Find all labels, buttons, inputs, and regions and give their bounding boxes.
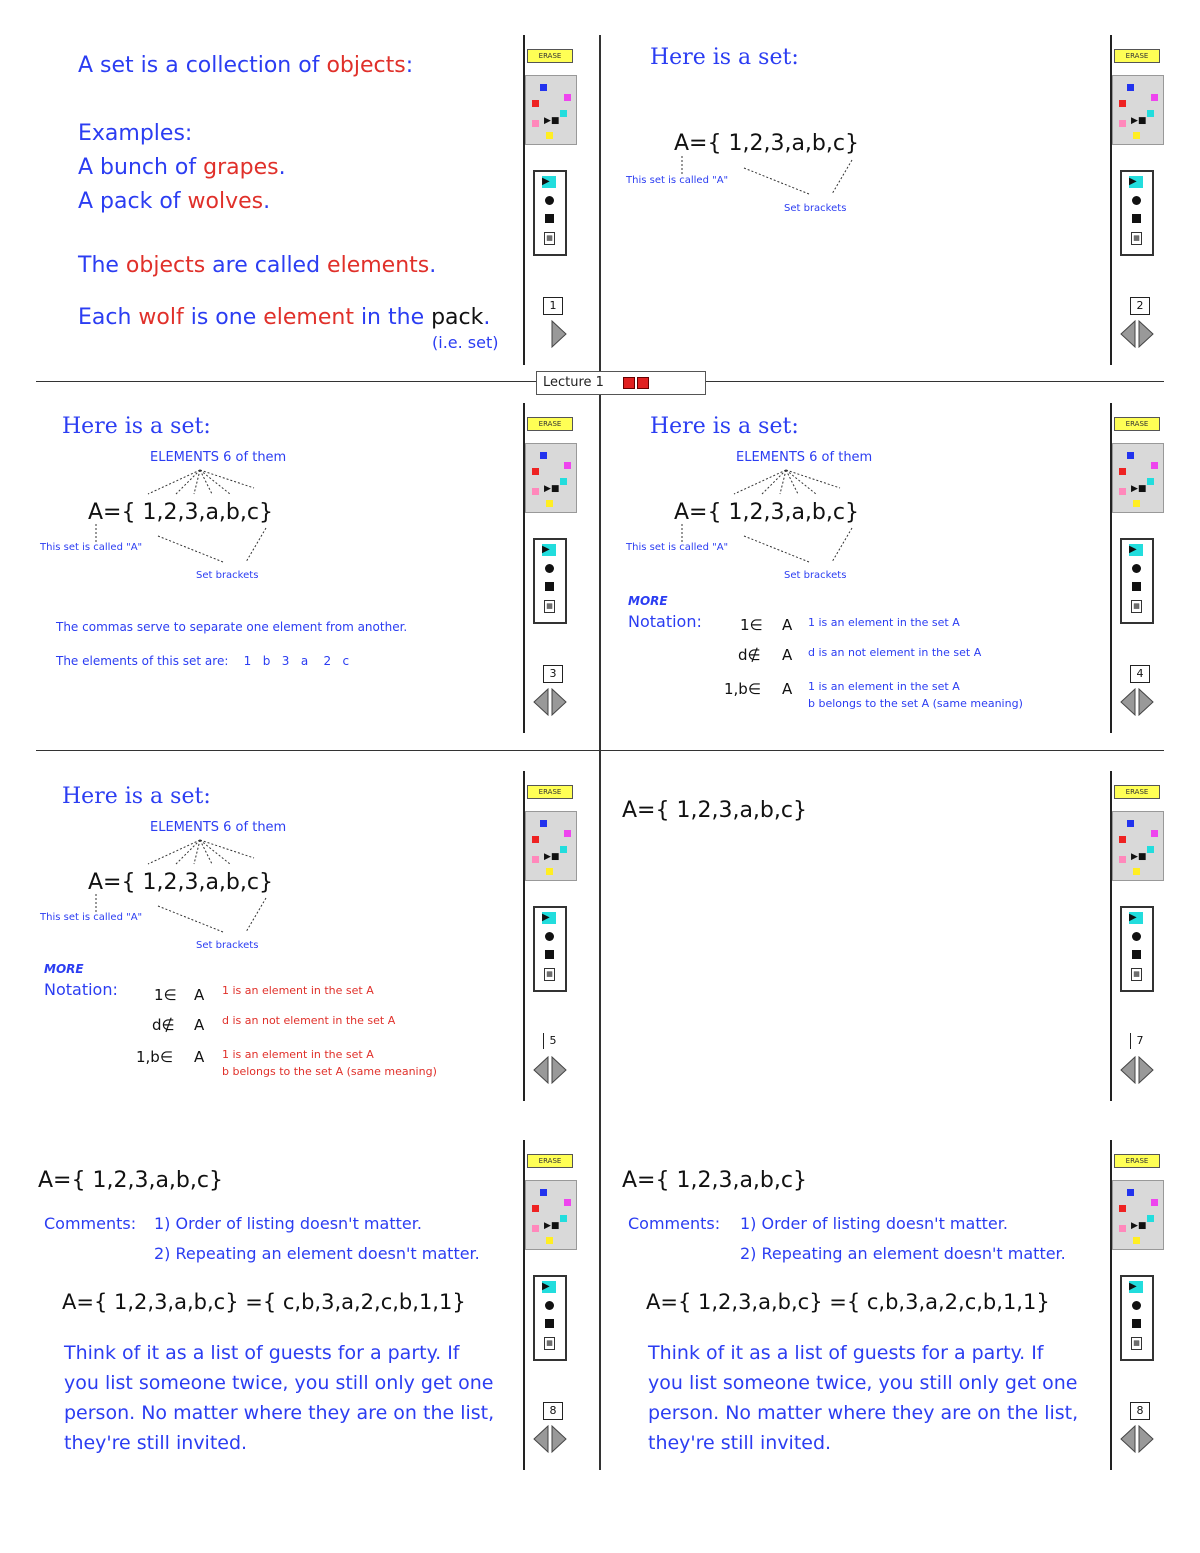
color-blue[interactable] bbox=[1127, 1189, 1134, 1196]
row-divider-1-right bbox=[704, 381, 1164, 382]
comment-2: 2) Repeating an element doesn't matter. bbox=[154, 1244, 480, 1263]
color-yellow[interactable] bbox=[1133, 868, 1140, 875]
notation-label: Notation: bbox=[628, 612, 702, 631]
notation-2-set: A bbox=[194, 1016, 205, 1034]
prev-next-arrows-icon[interactable] bbox=[1119, 1055, 1155, 1085]
example-grapes bbox=[78, 155, 286, 180]
tools-panel bbox=[533, 170, 567, 256]
color-red[interactable] bbox=[1119, 836, 1126, 843]
color-cyan[interactable] bbox=[560, 478, 567, 485]
color-blue[interactable] bbox=[540, 452, 547, 459]
page-number: 8 bbox=[1130, 1402, 1150, 1420]
notation-3-desc-1: 1 is an element in the set A bbox=[222, 1048, 374, 1061]
page-icon[interactable]: ▦ bbox=[1131, 1337, 1142, 1350]
pointer-icon[interactable]: ▶■ bbox=[544, 852, 560, 862]
prev-next-arrows-icon[interactable] bbox=[532, 687, 568, 717]
set-expression: A={ 1,2,3,a,b,c} bbox=[674, 131, 859, 156]
toolbar-slide-3 bbox=[523, 403, 575, 733]
circle-icon[interactable] bbox=[545, 564, 554, 573]
color-pink[interactable] bbox=[1119, 856, 1126, 863]
bracket-pointers bbox=[674, 150, 974, 230]
party-line-1: Think of it as a list of guests for a party. If bbox=[64, 1342, 460, 1364]
notation-2-left: d∉ bbox=[152, 1016, 175, 1034]
slide-1 bbox=[36, 35, 596, 375]
notation-2-left: d∉ bbox=[738, 646, 761, 664]
color-cyan[interactable] bbox=[1147, 1215, 1154, 1222]
each-part-g: . bbox=[483, 305, 491, 330]
lecture-marker-1 bbox=[623, 377, 635, 389]
center-divider-vertical bbox=[599, 35, 601, 1470]
color-blue[interactable] bbox=[540, 1189, 547, 1196]
comment-1: 1) Order of listing doesn't matter. bbox=[154, 1214, 422, 1233]
circle-icon[interactable] bbox=[1132, 932, 1141, 941]
cursor-icon[interactable]: ▶ bbox=[542, 544, 556, 556]
color-red[interactable] bbox=[532, 836, 539, 843]
square-icon[interactable] bbox=[1132, 1319, 1141, 1328]
color-yellow[interactable] bbox=[1133, 1237, 1140, 1244]
color-cyan[interactable] bbox=[1147, 110, 1154, 117]
square-icon[interactable] bbox=[545, 582, 554, 591]
notation-3-desc-1: 1 is an element in the set A bbox=[808, 680, 960, 693]
color-blue[interactable] bbox=[1127, 84, 1134, 91]
notation-3-left: 1,b∈ bbox=[136, 1048, 173, 1066]
called-label: This set is called "A" bbox=[626, 175, 729, 186]
color-pink[interactable] bbox=[532, 1225, 539, 1232]
color-red[interactable] bbox=[1119, 100, 1126, 107]
tools-panel bbox=[533, 906, 567, 992]
example-wolves-word: wolves bbox=[187, 189, 264, 214]
cursor-icon[interactable]: ▶ bbox=[1129, 1281, 1143, 1293]
pointer-icon[interactable]: ▶■ bbox=[544, 116, 560, 126]
party-line-2: you list someone twice, you still only get one bbox=[64, 1372, 494, 1394]
color-magenta[interactable] bbox=[564, 94, 571, 101]
cursor-icon[interactable]: ▶ bbox=[1129, 176, 1143, 188]
each-part-c: is one bbox=[183, 305, 264, 330]
erase-button[interactable]: ERASE bbox=[527, 1154, 573, 1168]
color-palette[interactable] bbox=[1112, 443, 1164, 513]
square-icon[interactable] bbox=[545, 1319, 554, 1328]
color-pink[interactable] bbox=[532, 120, 539, 127]
color-yellow[interactable] bbox=[546, 132, 553, 139]
row-divider-1-left bbox=[36, 381, 536, 382]
notation-label: Notation: bbox=[44, 980, 118, 999]
prev-next-arrows-icon[interactable] bbox=[532, 1424, 568, 1454]
page-icon[interactable]: ▦ bbox=[1131, 968, 1142, 981]
examples-heading: Examples: bbox=[78, 121, 193, 146]
color-cyan[interactable] bbox=[1147, 846, 1154, 853]
pointer-icon[interactable]: ▶■ bbox=[1131, 1221, 1147, 1231]
color-palette[interactable] bbox=[1112, 75, 1164, 145]
pointer-icon[interactable]: ▶■ bbox=[1131, 484, 1147, 494]
example-wolves-text: A pack of bbox=[78, 189, 188, 214]
color-blue[interactable] bbox=[1127, 452, 1134, 459]
page-number: 5 bbox=[543, 1033, 562, 1049]
color-red[interactable] bbox=[532, 100, 539, 107]
color-palette[interactable] bbox=[525, 1180, 577, 1250]
erase-button[interactable]: ERASE bbox=[1114, 417, 1160, 431]
circle-icon[interactable] bbox=[545, 196, 554, 205]
notation-2-desc: d is an not element in the set A bbox=[222, 1014, 396, 1027]
color-yellow[interactable] bbox=[1133, 132, 1140, 139]
lecture-marker-2 bbox=[637, 377, 649, 389]
page-number: 4 bbox=[1130, 665, 1150, 683]
called-part-a: The bbox=[78, 253, 126, 278]
party-line-4: they're still invited. bbox=[64, 1432, 248, 1454]
page-number: 1 bbox=[543, 297, 563, 315]
comments-label: Comments: bbox=[44, 1214, 137, 1233]
each-part-d: element bbox=[263, 305, 354, 330]
called-label: This set is called "A" bbox=[626, 542, 729, 553]
color-pink[interactable] bbox=[1119, 120, 1126, 127]
brackets-label: Set brackets bbox=[196, 940, 259, 951]
brackets-label: Set brackets bbox=[196, 570, 259, 581]
color-palette[interactable] bbox=[1112, 1180, 1164, 1250]
page-icon[interactable]: ▦ bbox=[544, 600, 555, 613]
circle-icon[interactable] bbox=[545, 1301, 554, 1310]
page-number: 2 bbox=[1130, 297, 1150, 315]
page-icon[interactable]: ▦ bbox=[544, 232, 555, 245]
page-number: 7 bbox=[1130, 1033, 1149, 1049]
each-part-b: wolf bbox=[138, 305, 184, 330]
set-equality: A={ 1,2,3,a,b,c} ={ c,b,3,a,2,c,b,1,1} bbox=[646, 1290, 1050, 1314]
party-line-3: person. No matter where they are on the list, bbox=[64, 1402, 495, 1424]
called-part-e: . bbox=[429, 253, 437, 278]
called-part-d: elements bbox=[327, 253, 430, 278]
color-pink[interactable] bbox=[1119, 1225, 1126, 1232]
prev-next-arrows-icon[interactable] bbox=[532, 1055, 568, 1085]
bracket-pointers bbox=[88, 888, 388, 968]
page-number: 3 bbox=[543, 665, 563, 683]
toolbar-slide-5 bbox=[523, 771, 575, 1101]
color-yellow[interactable] bbox=[546, 500, 553, 507]
tools-panel bbox=[533, 538, 567, 624]
row-divider-2 bbox=[36, 750, 1164, 751]
color-palette[interactable] bbox=[525, 75, 577, 145]
pointer-icon[interactable]: ▶■ bbox=[544, 1221, 560, 1231]
party-line-1: Think of it as a list of guests for a party. If bbox=[648, 1342, 1044, 1364]
slide-2 bbox=[604, 35, 1104, 375]
elements-label: ELEMENTS 6 of them bbox=[150, 450, 287, 465]
slide-3 bbox=[36, 400, 516, 740]
example-grapes-text: A bunch of bbox=[78, 155, 204, 180]
slide-7 bbox=[604, 770, 1104, 1110]
color-pink[interactable] bbox=[532, 856, 539, 863]
square-icon[interactable] bbox=[545, 950, 554, 959]
page-icon[interactable]: ▦ bbox=[1131, 232, 1142, 245]
color-blue[interactable] bbox=[1127, 820, 1134, 827]
square-icon[interactable] bbox=[1132, 582, 1141, 591]
called-part-c: are called bbox=[205, 253, 328, 278]
slide-5 bbox=[36, 770, 516, 1110]
slide-8-left bbox=[36, 1140, 526, 1470]
bracket-pointers bbox=[88, 518, 388, 598]
color-magenta[interactable] bbox=[1151, 94, 1158, 101]
circle-icon[interactable] bbox=[545, 932, 554, 941]
slide-title: Here is a set: bbox=[62, 784, 211, 809]
color-magenta[interactable] bbox=[564, 830, 571, 837]
pointer-icon[interactable]: ▶■ bbox=[1131, 116, 1147, 126]
party-line-4: they're still invited. bbox=[648, 1432, 832, 1454]
notation-3-desc-2: b belongs to the set A (same meaning) bbox=[808, 697, 1023, 710]
example-grapes-dot: . bbox=[278, 155, 286, 180]
elements-label: ELEMENTS 6 of them bbox=[736, 450, 873, 465]
bracket-pointers bbox=[674, 518, 974, 598]
more-label: MORE bbox=[628, 594, 668, 608]
set-expression: A={ 1,2,3,a,b,c} bbox=[674, 500, 859, 525]
toolbar-slide-8-right bbox=[1110, 1140, 1162, 1470]
color-palette[interactable] bbox=[525, 443, 577, 513]
notation-3-desc-2: b belongs to the set A (same meaning) bbox=[222, 1065, 437, 1078]
notation-3-left: 1,b∈ bbox=[724, 680, 761, 698]
pointer-icon[interactable]: ▶■ bbox=[1131, 852, 1147, 862]
example-wolves-dot: . bbox=[263, 189, 271, 214]
slide-4 bbox=[604, 400, 1104, 740]
tools-panel bbox=[1120, 170, 1154, 256]
color-magenta[interactable] bbox=[1151, 462, 1158, 469]
slide-title: Here is a set: bbox=[62, 414, 211, 439]
erase-button[interactable]: ERASE bbox=[1114, 1154, 1160, 1168]
example-grapes-word: grapes bbox=[203, 155, 279, 180]
objects-called-elements bbox=[78, 253, 436, 278]
notation-1-left: 1∈ bbox=[154, 986, 177, 1004]
notation-1-desc: 1 is an element in the set A bbox=[222, 984, 374, 997]
erase-button[interactable]: ERASE bbox=[527, 785, 573, 799]
called-label: This set is called "A" bbox=[40, 542, 143, 553]
brackets-label: Set brackets bbox=[784, 203, 847, 214]
notation-1-set: A bbox=[782, 616, 793, 634]
cursor-icon[interactable]: ▶ bbox=[1129, 544, 1143, 556]
set-expression: A={ 1,2,3,a,b,c} bbox=[88, 870, 273, 895]
elements-label: ELEMENTS 6 of them bbox=[150, 820, 287, 835]
called-label: This set is called "A" bbox=[40, 912, 143, 923]
prev-next-arrows-icon[interactable] bbox=[1119, 1424, 1155, 1454]
cursor-icon[interactable]: ▶ bbox=[542, 176, 556, 188]
toolbar-slide-2 bbox=[1110, 35, 1162, 365]
color-pink[interactable] bbox=[1119, 488, 1126, 495]
color-magenta[interactable] bbox=[564, 1199, 571, 1206]
circle-icon[interactable] bbox=[1132, 564, 1141, 573]
definition-colon: : bbox=[405, 53, 414, 78]
prev-next-arrows-icon[interactable] bbox=[1119, 687, 1155, 717]
color-red[interactable] bbox=[1119, 1205, 1126, 1212]
set-expression: A={ 1,2,3,a,b,c} bbox=[38, 1168, 223, 1193]
color-cyan[interactable] bbox=[1147, 478, 1154, 485]
tools-panel bbox=[533, 1275, 567, 1361]
color-yellow[interactable] bbox=[546, 1237, 553, 1244]
square-icon[interactable] bbox=[1132, 214, 1141, 223]
party-line-2: you list someone twice, you still only get one bbox=[648, 1372, 1078, 1394]
color-red[interactable] bbox=[1119, 468, 1126, 475]
notation-3-set: A bbox=[194, 1048, 205, 1066]
cursor-icon[interactable]: ▶ bbox=[542, 1281, 556, 1293]
toolbar-slide-8-left bbox=[523, 1140, 575, 1470]
set-expression: A={ 1,2,3,a,b,c} bbox=[622, 798, 807, 823]
erase-button[interactable]: ERASE bbox=[1114, 785, 1160, 799]
next-arrow-icon[interactable] bbox=[532, 319, 568, 349]
each-part-a: Each bbox=[78, 305, 139, 330]
page-number: 8 bbox=[543, 1402, 563, 1420]
comment-1: 1) Order of listing doesn't matter. bbox=[740, 1214, 1008, 1233]
set-definition bbox=[78, 53, 413, 78]
page-icon[interactable]: ▦ bbox=[544, 1337, 555, 1350]
notation-1-left: 1∈ bbox=[740, 616, 763, 634]
color-yellow[interactable] bbox=[1133, 500, 1140, 507]
each-wolf bbox=[78, 305, 490, 330]
square-icon[interactable] bbox=[545, 214, 554, 223]
circle-icon[interactable] bbox=[1132, 196, 1141, 205]
cursor-icon[interactable]: ▶ bbox=[542, 912, 556, 924]
slide-8-right bbox=[604, 1140, 1104, 1470]
tools-panel bbox=[1120, 906, 1154, 992]
more-label: MORE bbox=[44, 962, 84, 976]
notation-1-set: A bbox=[194, 986, 205, 1004]
set-expression: A={ 1,2,3,a,b,c} bbox=[622, 1168, 807, 1193]
color-cyan[interactable] bbox=[560, 846, 567, 853]
slide-title: Here is a set: bbox=[650, 45, 799, 70]
set-expression: A={ 1,2,3,a,b,c} bbox=[88, 500, 273, 525]
party-line-3: person. No matter where they are on the list, bbox=[648, 1402, 1079, 1424]
definition-objects: objects bbox=[326, 53, 406, 78]
color-palette[interactable] bbox=[525, 811, 577, 881]
comments-label: Comments: bbox=[628, 1214, 721, 1233]
color-blue[interactable] bbox=[540, 820, 547, 827]
notation-2-set: A bbox=[782, 646, 793, 664]
definition-text: A set is a collection of bbox=[78, 53, 327, 78]
color-yellow[interactable] bbox=[546, 868, 553, 875]
color-cyan[interactable] bbox=[560, 110, 567, 117]
each-part-f: pack bbox=[431, 305, 484, 330]
called-part-b: objects bbox=[125, 253, 206, 278]
elements-listed: The elements of this set are: 1 b 3 a 2 c bbox=[56, 654, 350, 668]
toolbar-slide-7 bbox=[1110, 771, 1162, 1101]
erase-button[interactable]: ERASE bbox=[1114, 49, 1160, 63]
slide-title: Here is a set: bbox=[650, 414, 799, 439]
color-cyan[interactable] bbox=[560, 1215, 567, 1222]
tools-panel bbox=[1120, 538, 1154, 624]
color-red[interactable] bbox=[532, 468, 539, 475]
erase-button[interactable]: ERASE bbox=[527, 417, 573, 431]
page-icon[interactable]: ▦ bbox=[1131, 600, 1142, 613]
notation-1-desc: 1 is an element in the set A bbox=[808, 616, 960, 629]
page-icon[interactable]: ▦ bbox=[544, 968, 555, 981]
notation-2-desc: d is an not element in the set A bbox=[808, 646, 982, 659]
color-pink[interactable] bbox=[532, 488, 539, 495]
erase-button[interactable]: ERASE bbox=[527, 49, 573, 63]
commas-note: The commas serve to separate one element from another. bbox=[56, 620, 408, 634]
each-part-e: in the bbox=[353, 305, 432, 330]
color-magenta[interactable] bbox=[1151, 1199, 1158, 1206]
cursor-icon[interactable]: ▶ bbox=[1129, 912, 1143, 924]
tools-panel bbox=[1120, 1275, 1154, 1361]
color-magenta[interactable] bbox=[1151, 830, 1158, 837]
set-equality: A={ 1,2,3,a,b,c} ={ c,b,3,a,2,c,b,1,1} bbox=[62, 1290, 466, 1314]
ie-set-note: (i.e. set) bbox=[432, 333, 499, 352]
pointer-icon[interactable]: ▶■ bbox=[544, 484, 560, 494]
comment-2: 2) Repeating an element doesn't matter. bbox=[740, 1244, 1066, 1263]
color-blue[interactable] bbox=[540, 84, 547, 91]
toolbar-slide-4 bbox=[1110, 403, 1162, 733]
color-magenta[interactable] bbox=[564, 462, 571, 469]
prev-next-arrows-icon[interactable] bbox=[1119, 319, 1155, 349]
color-red[interactable] bbox=[532, 1205, 539, 1212]
circle-icon[interactable] bbox=[1132, 1301, 1141, 1310]
color-palette[interactable] bbox=[1112, 811, 1164, 881]
notation-3-set: A bbox=[782, 680, 793, 698]
lecture-label: Lecture 1 bbox=[543, 375, 604, 390]
brackets-label: Set brackets bbox=[784, 570, 847, 581]
example-wolves bbox=[78, 189, 270, 214]
square-icon[interactable] bbox=[1132, 950, 1141, 959]
toolbar-slide-1 bbox=[523, 35, 575, 365]
